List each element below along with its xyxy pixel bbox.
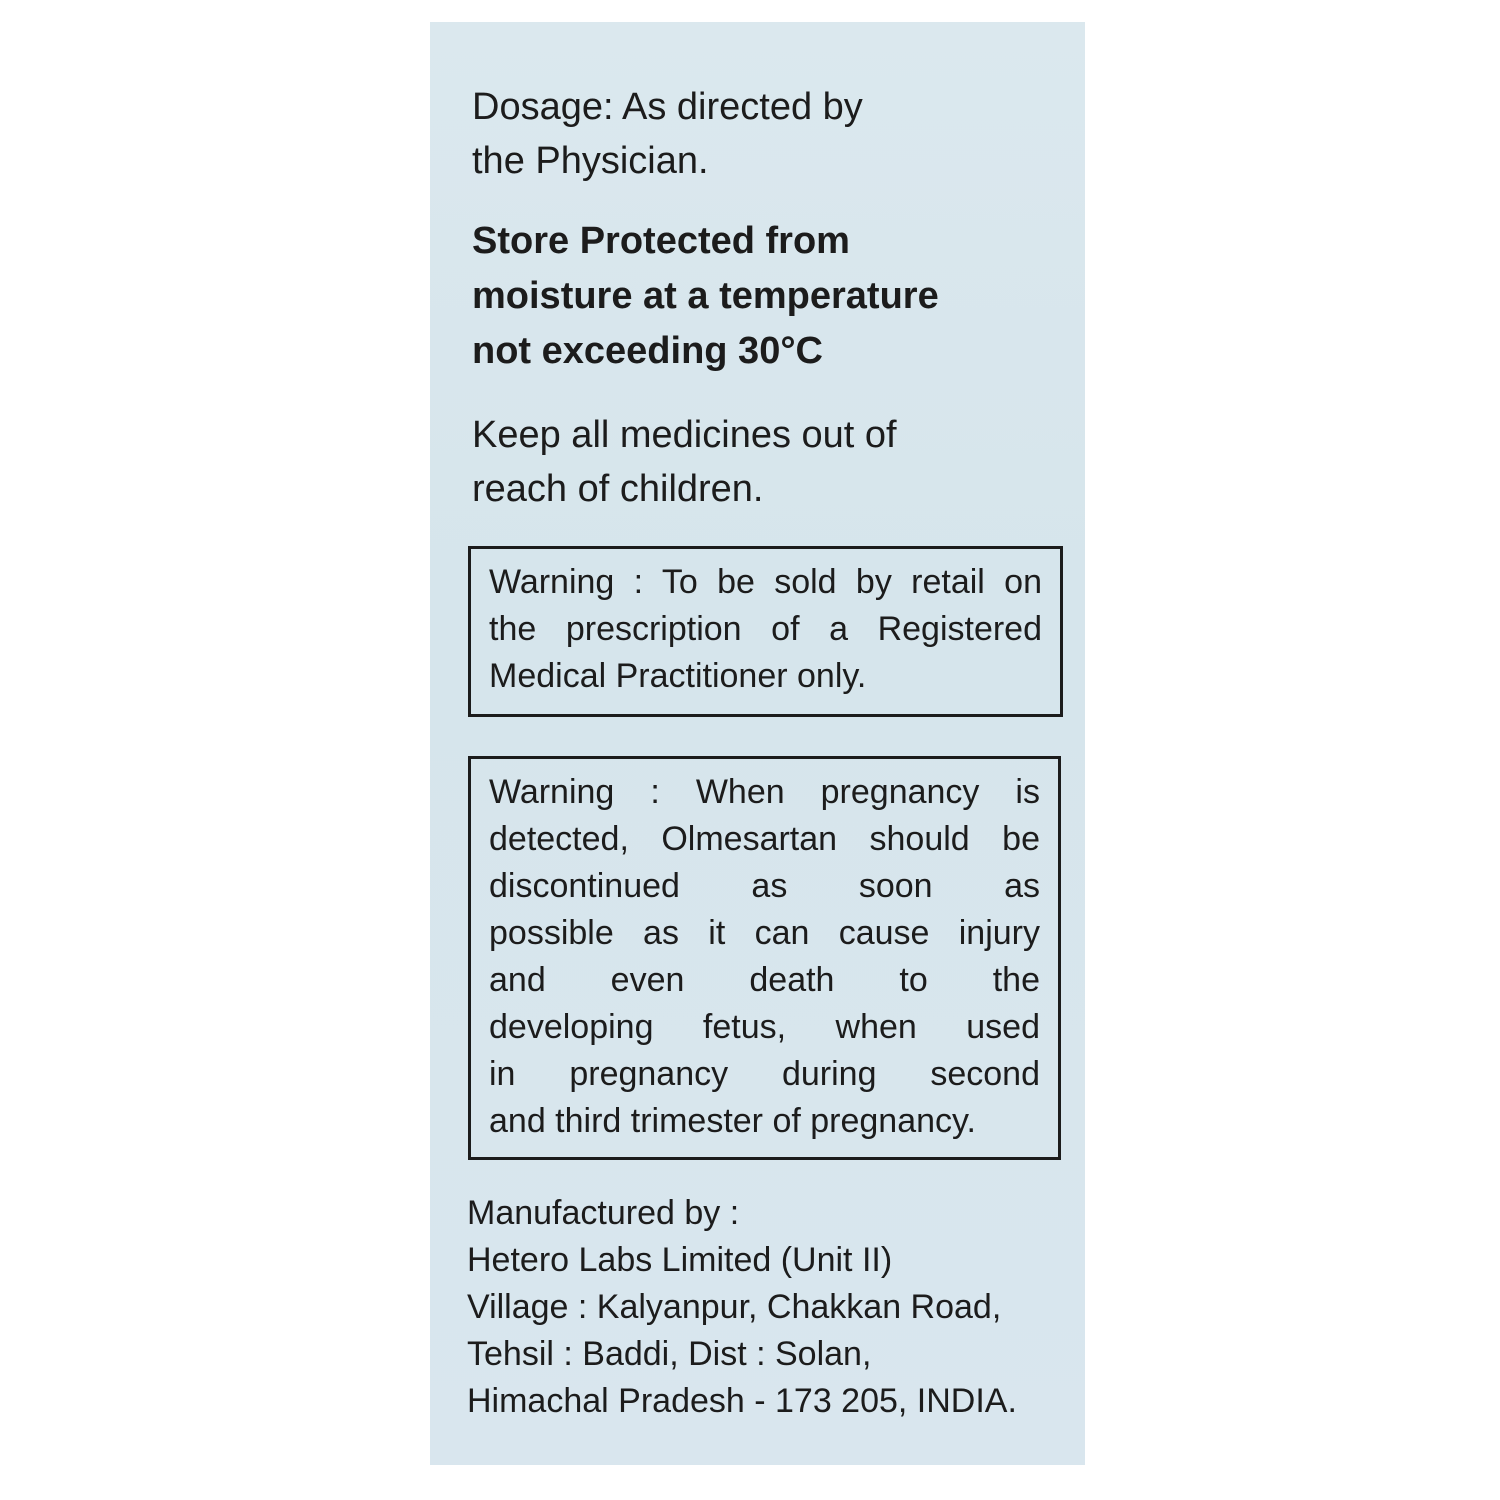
manufacturer-info [467, 1190, 1017, 1425]
pregnancy-warning-line: developing fetus, when used [489, 1008, 1040, 1046]
dosage-line: the Physician. [472, 140, 709, 182]
manufacturer-line: Manufactured by : [467, 1194, 740, 1232]
medicine-carton-label [430, 22, 1085, 1465]
pregnancy-warning-line: discontinued as soon as [489, 867, 1040, 905]
keep-line: Keep all medicines out of [472, 414, 897, 456]
storage-line: moisture at a temperature [472, 275, 939, 317]
dosage-text [472, 80, 863, 188]
pregnancy-warning-line: detected, Olmesartan should be [489, 820, 1040, 858]
retail-warning-line: the prescription of a Registered [489, 610, 1042, 648]
dosage-line: Dosage: As directed by [472, 86, 863, 128]
pregnancy-warning-line: in pregnancy during second [489, 1055, 1040, 1093]
pregnancy-warning-box [468, 756, 1061, 1160]
manufacturer-line: Tehsil : Baddi, Dist : Solan, [467, 1335, 872, 1373]
pregnancy-warning-line: Warning : When pregnancy is [489, 773, 1040, 811]
retail-warning-box [468, 546, 1063, 717]
retail-warning-line: Warning : To be sold by retail on [489, 563, 1042, 601]
pregnancy-warning-line: and third trimester of pregnancy. [489, 1102, 976, 1140]
keep-away-notice [472, 408, 897, 516]
pregnancy-warning-line: and even death to the [489, 961, 1040, 999]
keep-line: reach of children. [472, 468, 764, 510]
retail-warning-line: Medical Practitioner only. [489, 657, 867, 695]
pregnancy-warning-line: possible as it can cause injury [489, 914, 1040, 952]
storage-line: Store Protected from [472, 220, 850, 262]
manufacturer-line: Village : Kalyanpur, Chakkan Road, [467, 1288, 1002, 1326]
storage-instructions [472, 214, 939, 379]
manufacturer-line: Himachal Pradesh - 173 205, INDIA. [467, 1382, 1017, 1420]
storage-line: not exceeding 30°C [472, 330, 823, 372]
manufacturer-line: Hetero Labs Limited (Unit II) [467, 1241, 893, 1279]
